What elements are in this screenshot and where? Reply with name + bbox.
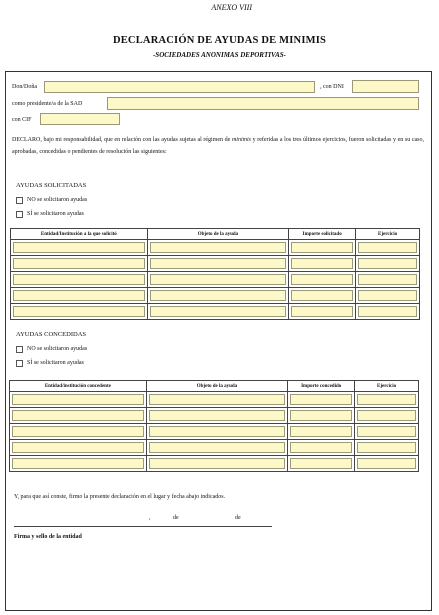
column-header: Entidad/Institución a la que solicitó xyxy=(11,229,148,240)
table-input-field[interactable] xyxy=(291,306,353,317)
annex-label: ANEXO VIII xyxy=(211,3,252,12)
requested-no-label: NO se solicitaron ayudas xyxy=(27,197,88,203)
table-input-field[interactable] xyxy=(13,306,145,317)
table-input-field[interactable] xyxy=(357,394,416,405)
dni-field[interactable] xyxy=(352,80,419,93)
table-cell xyxy=(147,256,289,272)
table-header-row xyxy=(10,381,419,392)
table-cell xyxy=(11,288,148,304)
table-input-field[interactable] xyxy=(291,242,353,253)
date-de-2: de xyxy=(235,515,241,521)
table-cell xyxy=(289,240,356,256)
requested-yes-label: SÍ se solicitaron ayudas xyxy=(27,211,84,217)
table-cell xyxy=(11,256,148,272)
document-title: DECLARACIÓN DE AYUDAS DE MINIMIS xyxy=(112,35,327,46)
granted-no-label: NO se solicitaron ayudas xyxy=(27,346,88,352)
table-cell xyxy=(289,256,356,272)
table-input-field[interactable] xyxy=(149,426,286,437)
table-cell xyxy=(355,392,419,408)
table-cell xyxy=(147,272,289,288)
table-row xyxy=(10,392,419,408)
table-input-field[interactable] xyxy=(149,394,286,405)
table-input-field[interactable] xyxy=(357,458,416,469)
table-cell xyxy=(147,288,289,304)
table-cell xyxy=(146,424,288,440)
table-cell xyxy=(289,272,356,288)
date-de-1: de xyxy=(173,515,179,521)
table-cell xyxy=(288,456,355,472)
table-cell xyxy=(10,392,147,408)
table-input-field[interactable] xyxy=(12,426,144,437)
table-cell xyxy=(11,304,148,320)
table-row xyxy=(10,408,419,424)
table-input-field[interactable] xyxy=(13,242,145,253)
table-input-field[interactable] xyxy=(13,290,145,301)
table-input-field[interactable] xyxy=(290,394,352,405)
table-cell xyxy=(356,240,420,256)
cif-label: con CIF xyxy=(12,117,32,123)
table-input-field[interactable] xyxy=(290,458,352,469)
table-cell xyxy=(147,304,289,320)
table-row xyxy=(11,256,420,272)
table-input-field[interactable] xyxy=(13,258,145,269)
table-input-field[interactable] xyxy=(12,394,144,405)
table-row xyxy=(11,304,420,320)
granted-yes-label: SÍ se solicitaron ayudas xyxy=(27,360,84,366)
table-cell xyxy=(10,440,147,456)
signature-label: Firma y sello de la entidad xyxy=(14,534,82,540)
column-header: Objeto de la ayuda xyxy=(146,381,288,392)
dni-label: , con DNI xyxy=(320,84,344,90)
table-cell xyxy=(11,240,148,256)
cif-field[interactable] xyxy=(40,113,120,125)
table-input-field[interactable] xyxy=(149,458,286,469)
granted-yes-checkbox[interactable] xyxy=(16,360,23,367)
table-input-field[interactable] xyxy=(149,410,286,421)
column-header: Objeto de la ayuda xyxy=(147,229,289,240)
table-input-field[interactable] xyxy=(150,258,287,269)
table-cell xyxy=(146,408,288,424)
place-date-line xyxy=(14,526,272,527)
granted-aids-table xyxy=(9,380,419,472)
president-label: como presidente/a de la SAD xyxy=(12,101,83,107)
requested-yes-checkbox[interactable] xyxy=(16,211,23,218)
table-cell xyxy=(288,440,355,456)
table-cell xyxy=(146,456,288,472)
table-cell xyxy=(147,240,289,256)
table-input-field[interactable] xyxy=(357,442,416,453)
table-cell xyxy=(289,288,356,304)
table-cell xyxy=(10,408,147,424)
declaration-paragraph: DECLARO, bajo mi responsabilidad, que en relación con las ayudas sujetas al régimen de minimis y referidas a los tres últimos ejercicios, fueron solicitadas y en su caso, aprobadas, concedidas o pendientes de resolución las siguientes: xyxy=(12,137,424,155)
table-input-field[interactable] xyxy=(150,306,287,317)
table-input-field[interactable] xyxy=(290,426,352,437)
table-input-field[interactable] xyxy=(358,258,417,269)
table-input-field[interactable] xyxy=(290,410,352,421)
place-comma: , xyxy=(149,515,151,521)
table-input-field[interactable] xyxy=(358,274,417,285)
granted-no-checkbox[interactable] xyxy=(16,346,23,353)
column-header: Importe solicitado xyxy=(289,229,356,240)
table-cell xyxy=(355,408,419,424)
table-input-field[interactable] xyxy=(290,442,352,453)
table-cell xyxy=(356,272,420,288)
table-cell xyxy=(356,288,420,304)
closing-statement: Y, para que así conste, firmo la presente declaración en el lugar y fecha abajo indicados. xyxy=(14,494,226,500)
table-cell xyxy=(356,304,420,320)
table-input-field[interactable] xyxy=(291,258,353,269)
table-cell xyxy=(355,456,419,472)
table-input-field[interactable] xyxy=(291,274,353,285)
table-input-field[interactable] xyxy=(150,274,287,285)
table-row xyxy=(10,440,419,456)
table-row xyxy=(11,272,420,288)
table-cell xyxy=(355,424,419,440)
table-input-field[interactable] xyxy=(358,290,417,301)
table-cell xyxy=(288,392,355,408)
table-cell xyxy=(356,256,420,272)
table-cell xyxy=(10,456,147,472)
table-row xyxy=(11,240,420,256)
table-row xyxy=(10,424,419,440)
table-cell xyxy=(288,408,355,424)
table-row xyxy=(10,456,419,472)
table-cell xyxy=(146,392,288,408)
table-input-field[interactable] xyxy=(150,242,287,253)
table-input-field[interactable] xyxy=(358,306,417,317)
table-cell xyxy=(11,272,148,288)
table-input-field[interactable] xyxy=(291,290,353,301)
table-cell xyxy=(355,440,419,456)
don-label: Don/Doña xyxy=(12,84,37,90)
table-input-field[interactable] xyxy=(150,290,287,301)
table-input-field[interactable] xyxy=(12,442,144,453)
sad-name-field[interactable] xyxy=(107,97,419,110)
table-input-field[interactable] xyxy=(357,426,416,437)
table-cell xyxy=(289,304,356,320)
document-subtitle: -SOCIEDADES ANONIMAS DEPORTIVAS- xyxy=(152,51,287,59)
column-header: Entidad/institución concedente xyxy=(10,381,147,392)
table-cell xyxy=(146,440,288,456)
table-input-field[interactable] xyxy=(358,242,417,253)
table-cell xyxy=(10,424,147,440)
table-cell xyxy=(288,424,355,440)
column-header: Importe concedido xyxy=(288,381,355,392)
table-input-field[interactable] xyxy=(12,410,144,421)
table-input-field[interactable] xyxy=(357,410,416,421)
granted-section-title: AYUDAS CONCEDIDAS xyxy=(16,331,87,338)
table-input-field[interactable] xyxy=(149,442,286,453)
table-input-field[interactable] xyxy=(13,274,145,285)
requested-aids-table xyxy=(10,228,420,320)
table-row xyxy=(11,288,420,304)
table-header-row xyxy=(11,229,420,240)
don-name-field[interactable] xyxy=(44,81,315,93)
column-header: Ejercicio xyxy=(355,381,419,392)
column-header: Ejercicio xyxy=(356,229,420,240)
table-input-field[interactable] xyxy=(12,458,144,469)
requested-section-title: AYUDAS SOLICITADAS xyxy=(16,182,87,189)
requested-no-checkbox[interactable] xyxy=(16,197,23,204)
